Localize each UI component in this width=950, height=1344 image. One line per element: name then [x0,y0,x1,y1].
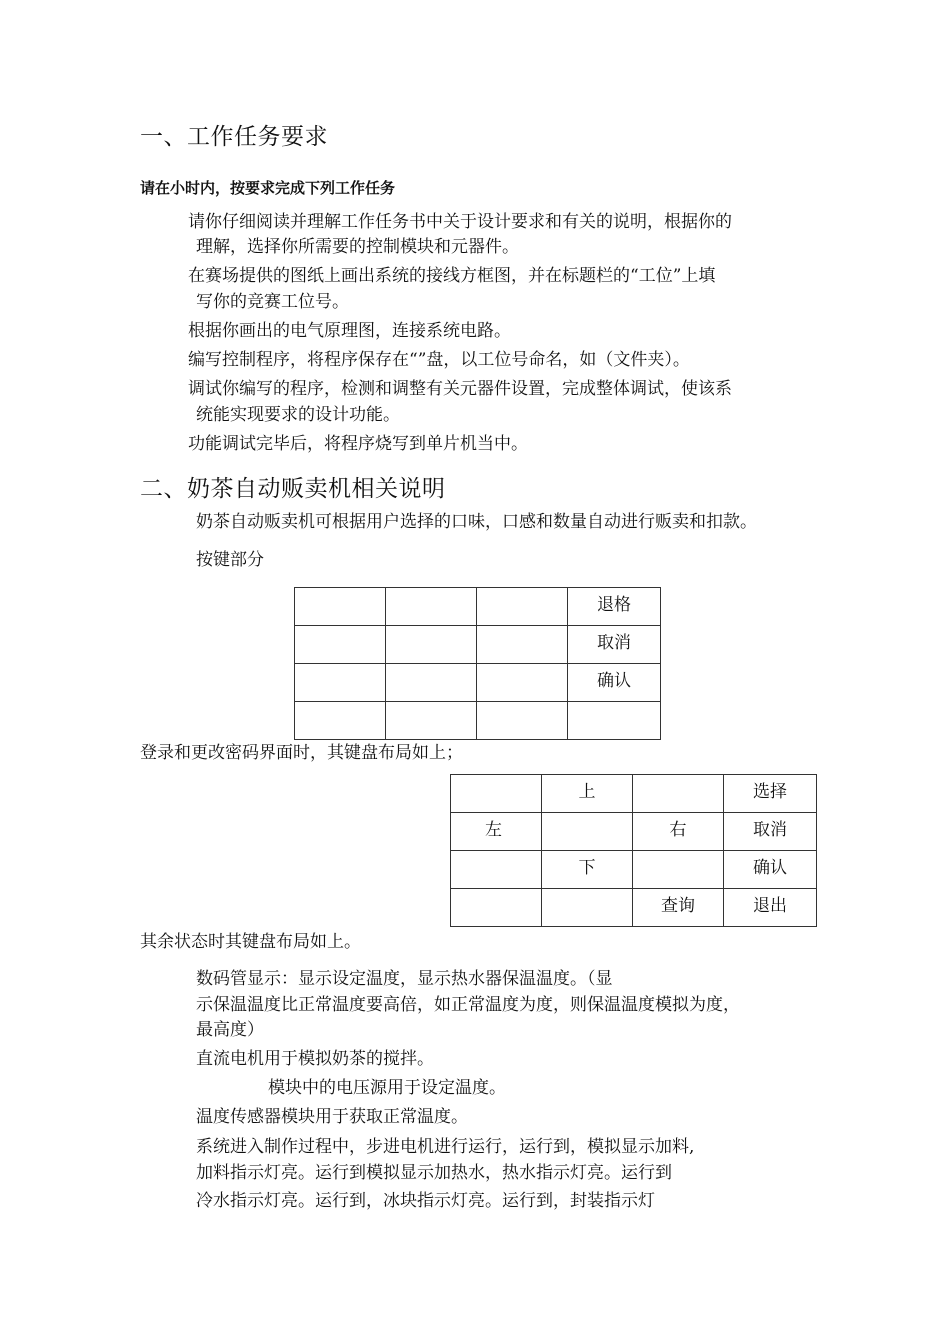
keypad1-cell-backspace: 退格 [568,588,661,626]
keypad1-cell [477,626,568,664]
keypad2-cell [542,813,633,851]
task-line-1: 请你仔细阅读并理解工作任务书中关于设计要求和有关的说明，根据你的 [188,212,732,232]
table-1-caption: 登录和更改密码界面时，其键盘布局如上； [140,743,463,763]
desc-line-3: 最高度） [196,1020,264,1040]
task-line-9: 功能调试完毕后，将程序烧写到单片机当中。 [188,434,528,454]
desc-line-9: 冷水指示灯亮。运行到，冰块指示灯亮。运行到，封装指示灯 [196,1191,655,1211]
task-line-6: 编写控制程序，将程序保存在“”盘，以工位号命名，如（文件夹）。 [188,350,690,370]
desc-line-4: 直流电机用于模拟奶茶的搅拌。 [196,1049,434,1069]
keypad1-cell-cancel: 取消 [568,626,661,664]
section-1-subheading: 请在小时内，按要求完成下列工作任务 [140,179,396,197]
desc-line-5: 模块中的电压源用于设定温度。 [268,1078,506,1098]
desc-line-1: 数码管显示：显示设定温度，显示热水器保温温度。（显 [196,969,613,989]
task-line-2: 理解，选择你所需要的控制模块和元器件。 [196,237,519,257]
task-line-5: 根据你画出的电气原理图，连接系统电路。 [188,321,511,341]
task-line-4: 写你的竞赛工位号。 [196,292,349,312]
keypad-table-login [294,587,661,740]
keypad2-cell-select: 选择 [724,775,817,813]
keypad2-cell [451,889,542,927]
keypad1-cell [295,702,386,740]
keys-label: 按键部分 [196,550,264,570]
keypad1-cell [295,588,386,626]
keypad2-cell-query: 查询 [633,889,724,927]
keypad2-cell [542,889,633,927]
desc-line-8: 加料指示灯亮。运行到模拟显示加热水，热水指示灯亮。运行到 [196,1163,672,1183]
keypad2-cell-exit: 退出 [724,889,817,927]
keypad1-cell [568,702,661,740]
keypad-table-main [450,774,817,927]
keypad2-cell-left: 左 [451,813,542,851]
keypad2-cell-cancel: 取消 [724,813,817,851]
keypad2-cell-right: 右 [633,813,724,851]
keypad2-cell-up: 上 [542,775,633,813]
section-2-intro: 奶茶自动贩卖机可根据用户选择的口味，口感和数量自动进行贩卖和扣款。 [196,512,757,532]
keypad1-cell [295,626,386,664]
keypad2-cell-down: 下 [542,851,633,889]
section-1-heading: 一、工作任务要求 [140,124,328,150]
keypad1-cell [295,664,386,702]
desc-line-7: 系统进入制作过程中，步进电机进行运行，运行到，模拟显示加料, [196,1137,695,1157]
keypad2-cell [633,775,724,813]
keypad2-cell [633,851,724,889]
keypad1-cell [477,664,568,702]
section-2-heading: 二、奶茶自动贩卖机相关说明 [140,476,446,502]
keypad1-cell [386,588,477,626]
table-2-caption: 其余状态时其键盘布局如上。 [140,932,361,952]
keypad1-cell-confirm: 确认 [568,664,661,702]
keypad1-cell [386,626,477,664]
desc-line-6: 温度传感器模块用于获取正常温度。 [196,1107,468,1127]
keypad1-cell [386,702,477,740]
task-line-7: 调试你编写的程序，检测和调整有关元器件设置，完成整体调试，使该系 [188,379,732,399]
keypad1-cell [386,664,477,702]
desc-line-2: 示保温温度比正常温度要高倍，如正常温度为度，则保温温度模拟为度， [196,995,740,1015]
task-line-3: 在赛场提供的图纸上画出系统的接线方框图，并在标题栏的“工位”上填 [188,266,716,286]
keypad2-cell [451,775,542,813]
keypad2-cell-confirm: 确认 [724,851,817,889]
keypad2-cell [451,851,542,889]
keypad1-cell [477,588,568,626]
task-line-8: 统能实现要求的设计功能。 [196,405,400,425]
keypad1-cell [477,702,568,740]
